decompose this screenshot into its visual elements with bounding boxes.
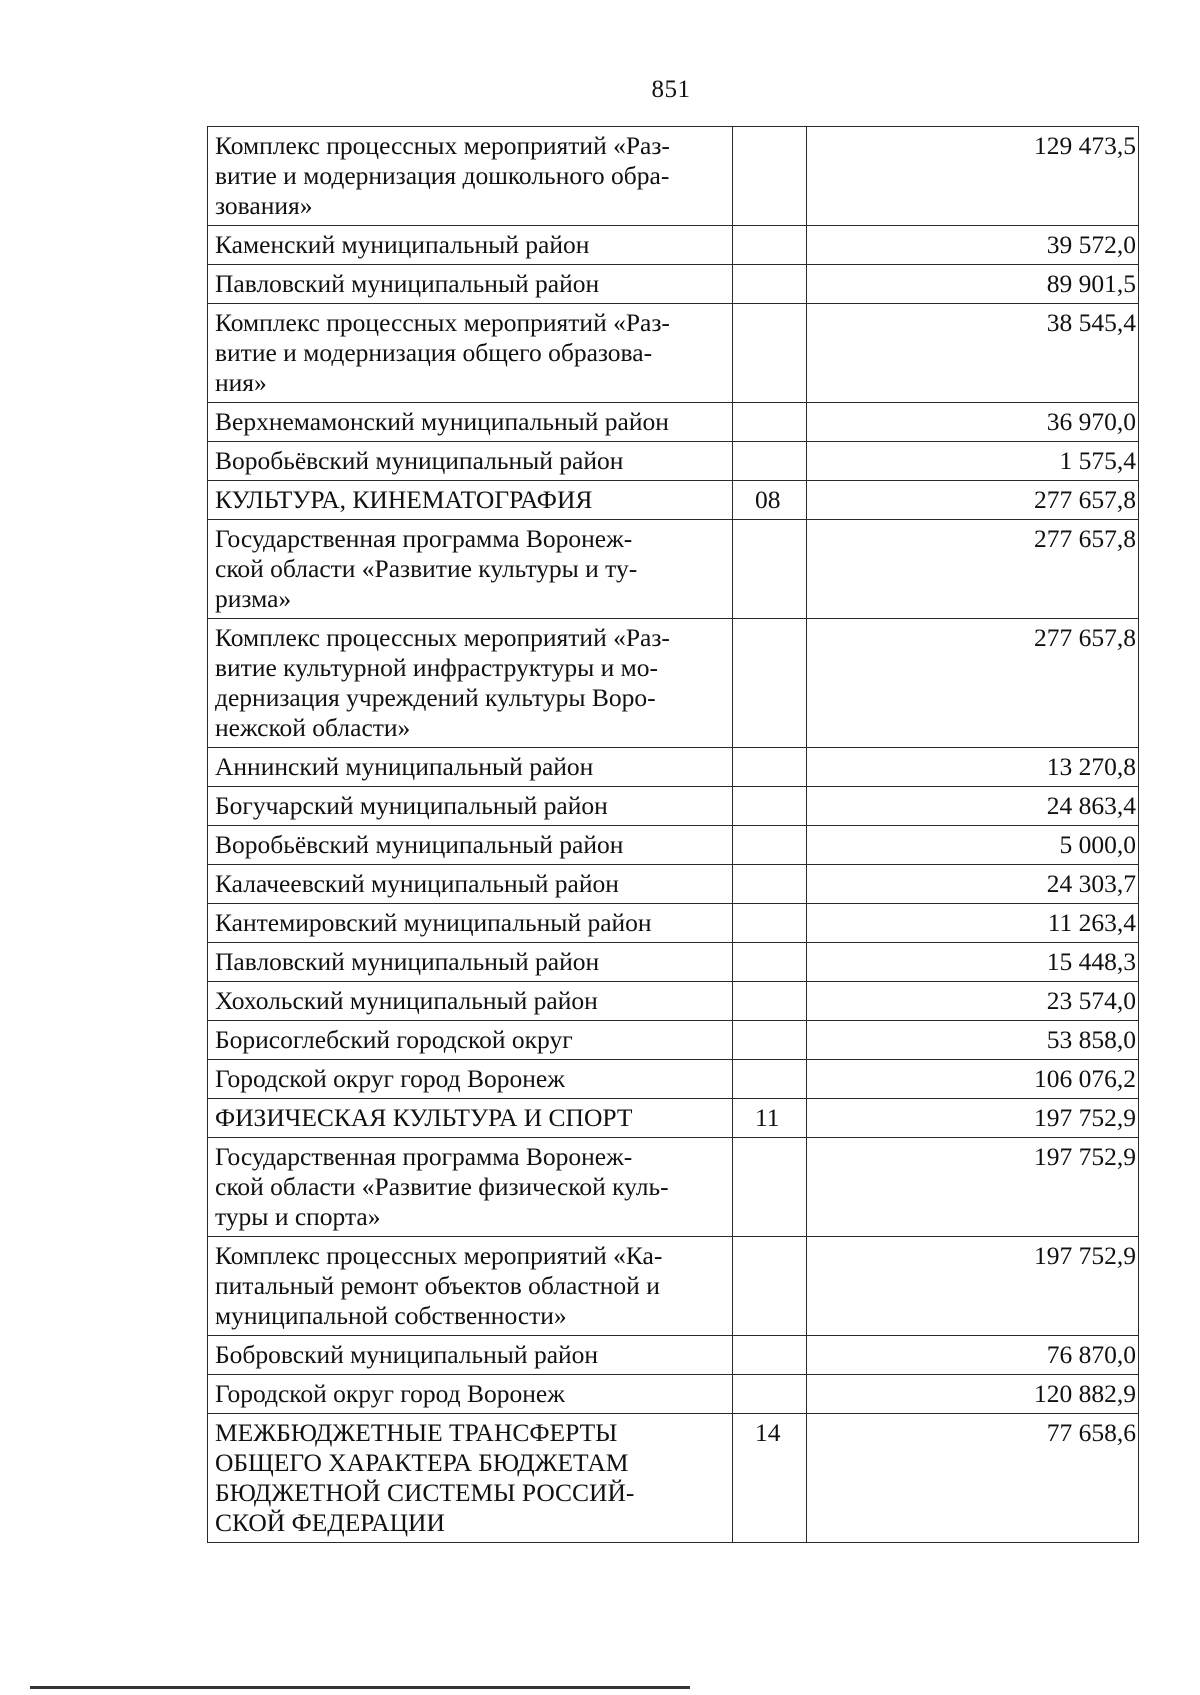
row-name-cell: Городской округ город Воронеж — [208, 1375, 733, 1414]
row-name-cell: Хохольский муниципальный район — [208, 982, 733, 1021]
row-name-cell: Комплекс процессных мероприятий «Раз- витие и модернизация дошкольного обра- зования» — [208, 127, 733, 226]
row-code-cell — [733, 865, 807, 904]
row-code-cell — [733, 1138, 807, 1237]
row-name-cell: Кантемировский муниципальный район — [208, 904, 733, 943]
row-amount-cell: 106 076,2 — [807, 1060, 1139, 1099]
table-row — [208, 226, 1139, 265]
row-amount-cell: 277 657,8 — [807, 481, 1139, 520]
row-code-cell — [733, 1375, 807, 1414]
table-row — [208, 127, 1139, 226]
row-amount-cell: 76 870,0 — [807, 1336, 1139, 1375]
table-row — [208, 481, 1139, 520]
table-row — [208, 943, 1139, 982]
row-amount-cell: 39 572,0 — [807, 226, 1139, 265]
row-code-cell: 14 — [733, 1414, 807, 1543]
row-amount-cell: 11 263,4 — [807, 904, 1139, 943]
row-name-cell: Государственная программа Воронеж- ской области «Развитие культуры и ту- ризма» — [208, 520, 733, 619]
row-amount-cell: 277 657,8 — [807, 520, 1139, 619]
table-row — [208, 787, 1139, 826]
table-row — [208, 1021, 1139, 1060]
row-code-cell — [733, 226, 807, 265]
table-row — [208, 982, 1139, 1021]
row-amount-cell: 13 270,8 — [807, 748, 1139, 787]
row-code-cell: 11 — [733, 1099, 807, 1138]
row-amount-cell: 277 657,8 — [807, 619, 1139, 748]
row-amount-cell: 197 752,9 — [807, 1237, 1139, 1336]
table-row — [208, 748, 1139, 787]
row-name-cell: Комплекс процессных мероприятий «Раз- витие культурной инфраструктуры и мо- дернизация учреждений культуры Воро- нежской области» — [208, 619, 733, 748]
row-code-cell — [733, 982, 807, 1021]
table-row — [208, 403, 1139, 442]
row-name-cell: Городской округ город Воронеж — [208, 1060, 733, 1099]
row-name-cell: Богучарский муниципальный район — [208, 787, 733, 826]
table-row — [208, 1060, 1139, 1099]
table-row — [208, 826, 1139, 865]
row-code-cell — [733, 442, 807, 481]
row-name-cell: Павловский муниципальный район — [208, 943, 733, 982]
row-name-cell: Государственная программа Воронеж- ской области «Развитие физической куль- туры и спорта» — [208, 1138, 733, 1237]
row-name-cell: Калачеевский муниципальный район — [208, 865, 733, 904]
row-code-cell — [733, 943, 807, 982]
row-code-cell — [733, 1060, 807, 1099]
row-code-cell — [733, 1336, 807, 1375]
table-row — [208, 520, 1139, 619]
row-amount-cell: 24 863,4 — [807, 787, 1139, 826]
row-amount-cell: 89 901,5 — [807, 265, 1139, 304]
row-amount-cell: 129 473,5 — [807, 127, 1139, 226]
budget-table-body — [208, 127, 1139, 1543]
row-name-cell: Борисоглебский городской округ — [208, 1021, 733, 1060]
table-row — [208, 1237, 1139, 1336]
row-code-cell — [733, 826, 807, 865]
table-row — [208, 304, 1139, 403]
row-name-cell: Комплекс процессных мероприятий «Ка- питальный ремонт объектов областной и муниципальной собственности» — [208, 1237, 733, 1336]
page-number: 851 — [651, 76, 691, 103]
table-row — [208, 619, 1139, 748]
row-code-cell — [733, 787, 807, 826]
table-row — [208, 1414, 1139, 1543]
table-row — [208, 1138, 1139, 1237]
row-name-cell: Аннинский муниципальный район — [208, 748, 733, 787]
row-name-cell: Павловский муниципальный район — [208, 265, 733, 304]
row-code-cell — [733, 748, 807, 787]
row-code-cell — [733, 265, 807, 304]
row-code-cell — [733, 1237, 807, 1336]
row-amount-cell: 197 752,9 — [807, 1138, 1139, 1237]
row-name-cell: Воробьёвский муниципальный район — [208, 442, 733, 481]
row-name-cell: Комплекс процессных мероприятий «Раз- витие и модернизация общего образова- ния» — [208, 304, 733, 403]
row-code-cell — [733, 1021, 807, 1060]
row-name-cell: КУЛЬТУРА, КИНЕМАТОГРАФИЯ — [208, 481, 733, 520]
row-code-cell — [733, 904, 807, 943]
row-code-cell — [733, 403, 807, 442]
budget-table — [207, 126, 1139, 1543]
row-amount-cell: 197 752,9 — [807, 1099, 1139, 1138]
table-row — [208, 1336, 1139, 1375]
row-name-cell: Каменский муниципальный район — [208, 226, 733, 265]
row-amount-cell: 24 303,7 — [807, 865, 1139, 904]
bottom-rule — [30, 1686, 690, 1689]
row-name-cell: Бобровский муниципальный район — [208, 1336, 733, 1375]
row-amount-cell: 5 000,0 — [807, 826, 1139, 865]
row-name-cell: ФИЗИЧЕСКАЯ КУЛЬТУРА И СПОРТ — [208, 1099, 733, 1138]
row-name-cell: МЕЖБЮДЖЕТНЫЕ ТРАНСФЕРТЫ ОБЩЕГО ХАРАКТЕРА БЮДЖЕТАМ БЮДЖЕТНОЙ СИСТЕМЫ РОССИЙ- СКОЙ ФЕДЕРАЦИИ — [208, 1414, 733, 1543]
row-code-cell — [733, 127, 807, 226]
row-amount-cell: 120 882,9 — [807, 1375, 1139, 1414]
row-amount-cell: 23 574,0 — [807, 982, 1139, 1021]
table-row — [208, 1099, 1139, 1138]
table-row — [208, 1375, 1139, 1414]
row-code-cell — [733, 304, 807, 403]
row-name-cell: Верхнемамонский муниципальный район — [208, 403, 733, 442]
table-row — [208, 904, 1139, 943]
table-row — [208, 265, 1139, 304]
row-amount-cell: 77 658,6 — [807, 1414, 1139, 1543]
table-row — [208, 865, 1139, 904]
row-name-cell: Воробьёвский муниципальный район — [208, 826, 733, 865]
row-code-cell: 08 — [733, 481, 807, 520]
row-amount-cell: 36 970,0 — [807, 403, 1139, 442]
row-amount-cell: 1 575,4 — [807, 442, 1139, 481]
table-row — [208, 442, 1139, 481]
row-code-cell — [733, 619, 807, 748]
row-amount-cell: 53 858,0 — [807, 1021, 1139, 1060]
row-amount-cell: 15 448,3 — [807, 943, 1139, 982]
row-amount-cell: 38 545,4 — [807, 304, 1139, 403]
row-code-cell — [733, 520, 807, 619]
